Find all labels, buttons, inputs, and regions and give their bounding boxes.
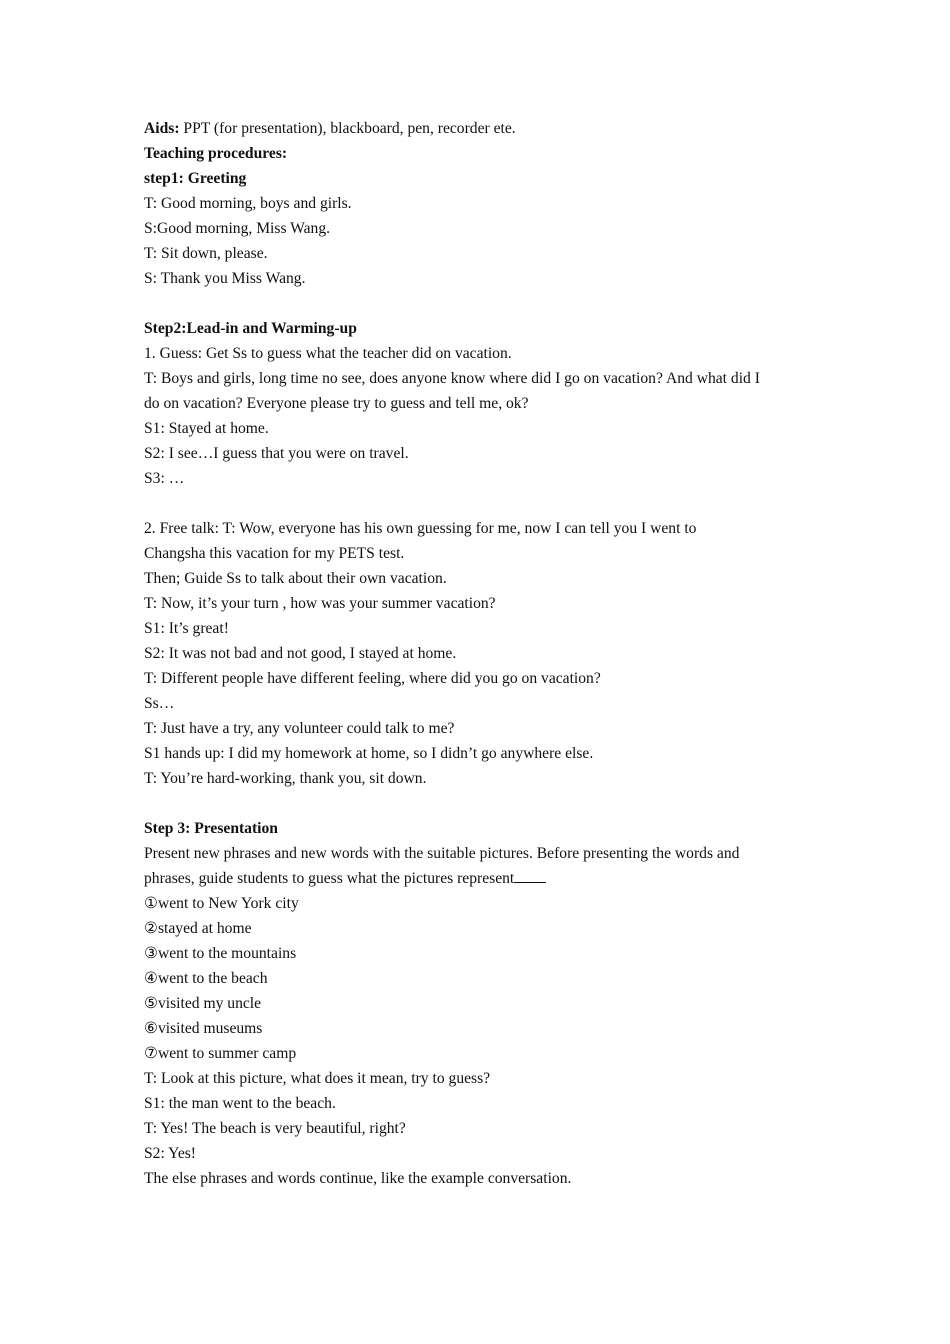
step3-heading: Step 3: Presentation <box>144 820 278 837</box>
step2-line: T: Boys and girls, long time no see, does anyone know where did I go on vacation? And what did I <box>144 370 760 387</box>
step2-line: do on vacation? Everyone please try to guess and tell me, ok? <box>144 395 529 412</box>
dialogue-line: The else phrases and words continue, like the example conversation. <box>144 1170 572 1187</box>
step3-intro-line <box>144 866 824 891</box>
step2-line: Ss… <box>144 695 175 712</box>
step1-line: S:Good morning, Miss Wang. <box>144 220 331 237</box>
phrase-item: ④went to the beach <box>144 970 268 987</box>
step1-line: T: Sit down, please. <box>144 245 268 262</box>
paragraph-gap <box>144 291 824 316</box>
aids-line <box>144 116 824 141</box>
step2-line: 2. Free talk: T: Wow, everyone has his own guessing for me, now I can tell you I went to <box>144 520 697 537</box>
step2-line: T: Just have a try, any volunteer could talk to me? <box>144 720 455 737</box>
phrase-item: ⑤visited my uncle <box>144 995 262 1012</box>
paragraph-gap <box>144 491 824 516</box>
step2-line: T: Now, it’s your turn , how was your summer vacation? <box>144 595 496 612</box>
step2-line: S2: It was not bad and not good, I stayed at home. <box>144 645 457 662</box>
step2-line: Then; Guide Ss to talk about their own vacation. <box>144 570 447 587</box>
aids-label: Aids: <box>144 120 180 137</box>
paragraph-gap <box>144 791 824 816</box>
step2-line: S1 hands up: I did my homework at home, so I didn’t go anywhere else. <box>144 745 594 762</box>
step2-line: Changsha this vacation for my PETS test. <box>144 545 405 562</box>
step3-intro-line: Present new phrases and new words with the suitable pictures. Before presenting the words and <box>144 845 740 862</box>
step1-line: S: Thank you Miss Wang. <box>144 270 306 287</box>
phrase-item: ⑦went to summer camp <box>144 1045 297 1062</box>
step1-line: T: Good morning, boys and girls. <box>144 195 352 212</box>
document-page <box>144 116 824 1191</box>
step2-line: T: You’re hard-working, thank you, sit down. <box>144 770 427 787</box>
phrase-item: ⑥visited museums <box>144 1020 263 1037</box>
step3-intro-text: phrases, guide students to guess what the pictures represent <box>144 870 515 887</box>
step2-line: S3: … <box>144 470 185 487</box>
step2-line: T: Different people have different feeling, where did you go on vacation? <box>144 670 601 687</box>
dialogue-line: S2: Yes! <box>144 1145 197 1162</box>
procedures-heading: Teaching procedures: <box>144 145 288 162</box>
fill-in-blank <box>514 868 546 883</box>
aids-text: PPT (for presentation), blackboard, pen, recorder ete. <box>179 120 516 137</box>
dialogue-line: S1: the man went to the beach. <box>144 1095 336 1112</box>
step2-line: S1: Stayed at home. <box>144 420 269 437</box>
step2-line: S2: I see…I guess that you were on travel. <box>144 445 409 462</box>
phrase-item: ③went to the mountains <box>144 945 297 962</box>
dialogue-line: T: Yes! The beach is very beautiful, right? <box>144 1120 406 1137</box>
step2-line: S1: It’s great! <box>144 620 229 637</box>
step2-line: 1. Guess: Get Ss to guess what the teacher did on vacation. <box>144 345 512 362</box>
dialogue-line: T: Look at this picture, what does it mean, try to guess? <box>144 1070 491 1087</box>
step1-heading: step1: Greeting <box>144 170 247 187</box>
phrase-item: ①went to New York city <box>144 895 299 912</box>
phrase-item: ②stayed at home <box>144 920 252 937</box>
step2-heading: Step2:Lead-in and Warming-up <box>144 320 357 337</box>
